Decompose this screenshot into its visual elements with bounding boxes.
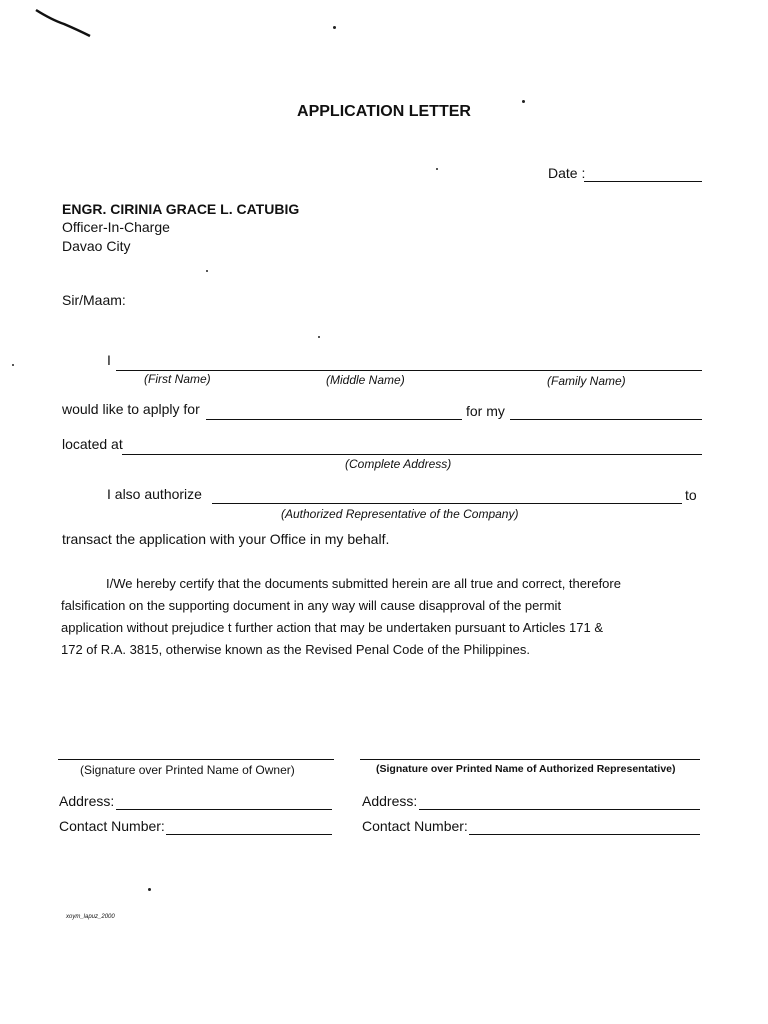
- scan-speck: [206, 270, 208, 272]
- addressee-city: Davao City: [62, 238, 131, 254]
- scan-speck: [148, 888, 151, 891]
- owner-contact-field[interactable]: [166, 834, 332, 835]
- address-caption: (Complete Address): [345, 457, 452, 471]
- to-text: to: [685, 487, 697, 503]
- scan-speck: [436, 168, 438, 170]
- scan-speck: [318, 336, 320, 338]
- permit-type-field[interactable]: [206, 419, 462, 420]
- rep-contact-field[interactable]: [469, 834, 700, 835]
- salutation: Sir/Maam:: [62, 292, 126, 308]
- name-prefix: I: [107, 352, 111, 368]
- property-field[interactable]: [510, 419, 702, 420]
- footer-code: xoym_lapuz_2000: [66, 914, 115, 920]
- owner-signature-field[interactable]: [58, 759, 334, 760]
- rep-contact-label: Contact Number:: [362, 818, 468, 834]
- middle-name-caption: (Middle Name): [326, 373, 405, 387]
- owner-address-label: Address:: [59, 793, 115, 809]
- owner-contact-label: Contact Number:: [59, 818, 165, 834]
- certification-line: 172 of R.A. 3815, otherwise known as the Revised Penal Code of the Philippines.: [61, 642, 531, 657]
- addressee-name: ENGR. CIRINIA GRACE L. CATUBIG: [62, 201, 300, 217]
- for-my-text: for my: [466, 403, 505, 419]
- representative-signature-caption: (Signature over Printed Name of Authorized Representative): [376, 763, 676, 775]
- family-name-caption: (Family Name): [547, 374, 626, 388]
- owner-address-field[interactable]: [116, 809, 332, 810]
- representative-field[interactable]: [212, 503, 682, 504]
- page-title: APPLICATION LETTER: [297, 103, 471, 120]
- apply-text: would like to aplply for: [62, 401, 200, 417]
- rep-address-field[interactable]: [419, 809, 700, 810]
- date-field[interactable]: [584, 181, 702, 182]
- certification-line: I/We hereby certify that the documents submitted herein are all true and correct, therefore: [106, 576, 621, 591]
- authorize-text: I also authorize: [107, 486, 202, 502]
- scan-speck: [12, 364, 14, 366]
- certification-line: falsification on the supporting document in any way will cause disapproval of the permit: [61, 598, 562, 613]
- rep-address-label: Address:: [362, 793, 418, 809]
- full-name-field[interactable]: [116, 370, 702, 371]
- transact-text: transact the application with your Office in my behalf.: [62, 531, 390, 547]
- representative-signature-field[interactable]: [360, 759, 700, 760]
- first-name-caption: (First Name): [144, 372, 211, 386]
- owner-signature-caption: (Signature over Printed Name of Owner): [80, 763, 295, 777]
- addressee-position: Officer-In-Charge: [62, 219, 170, 235]
- date-label: Date :: [548, 165, 586, 181]
- representative-caption: (Authorized Representative of the Company): [281, 507, 519, 521]
- scan-speck: [333, 26, 336, 29]
- scan-mark: [34, 6, 94, 38]
- located-at-text: located at: [62, 436, 123, 452]
- certification-line: application without prejudice t further action that may be undertaken pursuant to Articles 171 &: [61, 620, 603, 635]
- address-field[interactable]: [122, 454, 702, 455]
